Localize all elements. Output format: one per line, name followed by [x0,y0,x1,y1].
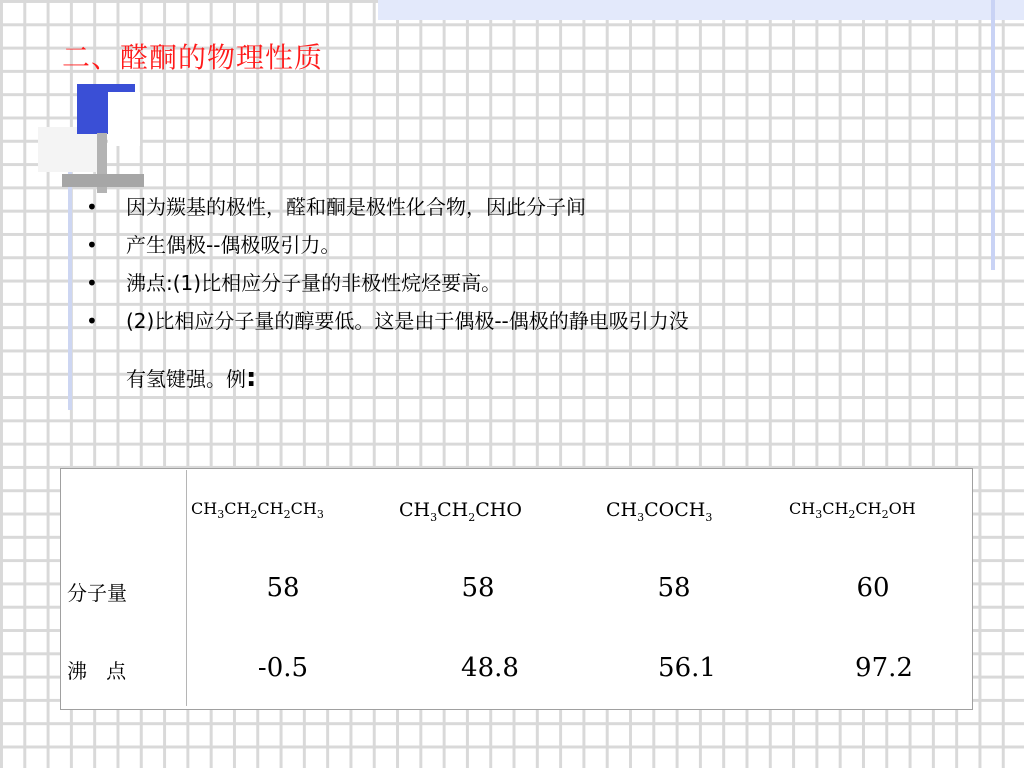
bullet-colon: : [246,363,257,393]
decorative-band [378,0,1024,20]
row-label-boiling-point: 沸 点 [67,659,127,683]
bp-cell: 56.1 [658,653,716,683]
decorative-square [108,92,140,146]
decorative-line [991,0,995,270]
bullet-text: 沸点:(1)比相应分子量的非极性烷烃要高。 [126,271,502,295]
bp-cell: 48.8 [461,653,519,683]
bullet-text: 因为羰基的极性，醛和酮是极性化合物，因此分子间 [126,195,586,219]
bullet-item [86,302,966,409]
bullet-text-continuation [126,348,966,409]
bp-cell: -0.5 [257,653,309,683]
bullet-text: 有氢键强。例 [126,367,246,391]
formula-butane: $CH_3CH_2CH_2CH_3$ [191,499,324,522]
bullet-dot: • [86,309,98,333]
decorative-bar [62,174,144,187]
bullet-item [86,264,966,302]
bullet-dot: • [86,195,98,219]
mw-cell: 58 [461,573,495,603]
bullet-text: (2)比相应分子量的醇要低。这是由于偶极--偶极的静电吸引力没 [126,309,689,333]
bullet-dot: • [86,271,98,295]
bullet-item [86,226,966,264]
mw-cell: 58 [657,573,691,603]
bullet-dot: • [86,233,98,257]
bullet-item [86,188,966,226]
mw-cell: 60 [856,573,890,603]
mw-cell: 58 [266,573,300,603]
formula-propanal: $CH_3CH_2CHO$ [399,499,522,524]
row-label-molecular-weight: 分子量 [67,581,127,605]
bullet-list [86,188,966,409]
formula-propanol: $CH_3CH_2CH_2OH$ [789,499,916,522]
slide-title: 二、醛酮的物理性质 [62,41,324,74]
data-table [60,468,973,710]
bp-cell: 97.2 [855,653,913,683]
bullet-text: 产生偶极--偶极吸引力。 [126,233,341,257]
formula-acetone: $CH_3COCH_3$ [606,499,713,524]
